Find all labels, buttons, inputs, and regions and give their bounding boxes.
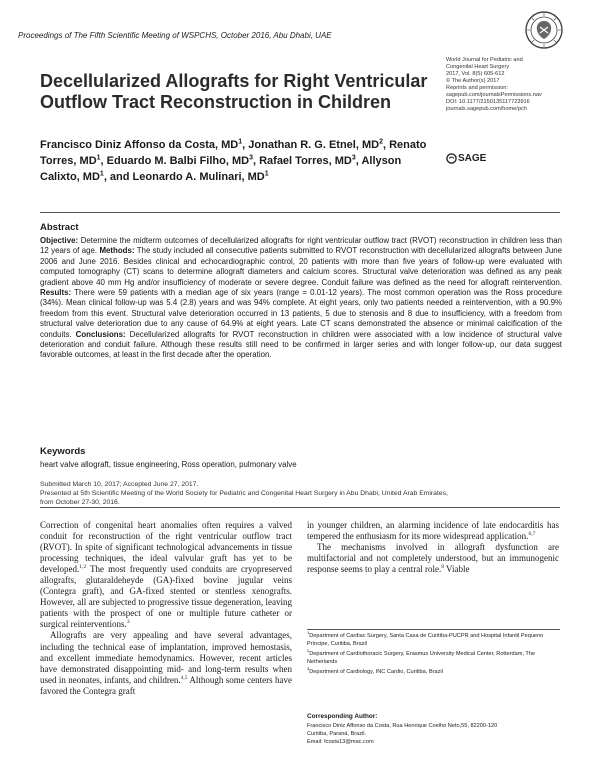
society-seal-icon	[524, 10, 564, 50]
affiliations	[307, 632, 562, 677]
author-name: Allyson Calixto, MD	[40, 155, 402, 183]
article-title: Decellularized Allografts for Right Ventricular Outflow Tract Reconstruction in Children	[40, 71, 428, 112]
author-separator: ,	[242, 139, 249, 151]
author-separator: ,	[382, 139, 390, 151]
body-text: Correction of congenital heart anomalies often requires a valved conduit for reconstruction of the right ventricular outflow tract (RVOT). In spite of significant technological advancements in tissue processing techniques, the ideal valvular graft has yet to be developed.	[40, 520, 292, 575]
abstract-heading: Abstract	[40, 222, 79, 233]
submission-dates	[40, 480, 560, 507]
affiliation-text: Department of Cardiac Surgery, Santa Casa de Curitiba-PUCPR and Hospital Infantil Pequeno Príncipe, Curitiba, Brazil	[307, 633, 544, 648]
author-name: Rafael Torres, MD	[259, 155, 352, 167]
author-affiliation: 2	[379, 138, 383, 146]
publisher-name: SAGE	[458, 152, 487, 164]
keywords-text: heart valve allograft, tissue engineering, Ross operation, pulmonary valve	[40, 460, 297, 469]
corresponding-email[interactable]: Email: fcosta13@mac.com	[307, 739, 374, 745]
author-affiliation: 1	[264, 170, 269, 178]
affiliation-item	[307, 665, 562, 676]
publisher-logo	[446, 152, 486, 164]
author-list	[40, 137, 440, 185]
author-separator: , and	[103, 171, 133, 183]
author-separator: ,	[100, 155, 107, 167]
author-name: Francisco Diniz Affonso da Costa, MD	[40, 139, 239, 151]
body-paragraph	[40, 630, 292, 696]
author-affiliation: 1	[99, 170, 104, 178]
corresponding-heading: Corresponding Author:	[307, 713, 378, 720]
methods-text: The study included all consecutive patients submitted to RVOT reconstruction with decellularized allografts between June 2006 and June 2016. Besides clinical and echocardiographic control, 20 patients with more than five years of follow-up were evaluated with computed tomography (CT) scans to determine allograft diameters and calcium scores. Structural valve deterioration was defined as any peak gradient above 40 mm Hg and/or insufficiency of moderate or severe degree. Conduit failure was defined as the need for allograft reintervention.	[40, 246, 562, 287]
results-label: Results:	[40, 288, 72, 298]
meta-line: Reprints and permission:	[446, 85, 508, 91]
author-separator: ,	[355, 155, 362, 167]
author-affiliation: 3	[351, 154, 356, 162]
body-text: Viable	[443, 564, 470, 575]
affiliation-item	[307, 647, 562, 667]
proceedings-header: Proceedings of The Fifth Scientific Meeting of WSPCHS, October 2016, Abu Dhabi, UAE	[18, 31, 332, 40]
author-name: Leonardo A. Mulinari, MD	[132, 171, 265, 183]
corresponding-line: Francisco Diniz Affonso da Costa, Rua Henrique Coelho Neto,55, 82200-120	[307, 723, 498, 729]
affiliation-text: Department of Cardiology, INC Cardio, Curitiba, Brazil	[309, 668, 443, 675]
author-affiliation: 3	[249, 154, 253, 162]
body-column-right	[307, 520, 559, 575]
affiliation-number: 2	[307, 647, 310, 653]
body-paragraph	[307, 520, 559, 542]
author-affiliation: 1	[96, 154, 101, 162]
citation[interactable]: 8	[441, 564, 444, 571]
body-text: in younger children, an alarming incidence of late endocarditis has tempered the enthusiasm for its more widespread application.	[307, 520, 559, 542]
citation[interactable]: 4,5	[180, 674, 188, 681]
dates-line: Submitted March 10, 2017; Accepted June 27, 2017.	[40, 481, 199, 488]
meta-line: © The Author(s) 2017	[446, 78, 500, 84]
citation[interactable]: 3	[126, 619, 130, 626]
affiliation-text: Department of Cardiothoracic Surgery, Erasmus University Medical Center, Rotterdam, The Netherlands	[307, 650, 536, 666]
meta-line: Congenital Heart Surgery	[446, 64, 510, 70]
affiliation-number: 1	[307, 630, 310, 636]
affiliation-number: 3	[307, 665, 310, 671]
dates-line: from October 27-30, 2016.	[40, 499, 120, 506]
body-text: Allografts are very appealing and have several advantages, including the technical ease of implantation, improved hemostasis, and excellent immediate hemodynamics. However, recent articles have demonstrated disappointing mid- and long-term results when used in neonates, infants, and children.	[40, 630, 292, 685]
divider	[40, 212, 560, 213]
citation[interactable]: 1,2	[79, 564, 87, 571]
meta-link[interactable]: sagepub.com/journalsPermissions.nav	[446, 92, 542, 98]
body-text: The most frequently used conduits are cryopreserved allografts, glutaraldeheyde (GA)-fixed bovine jugular veins (Contegra graft), and GA-fixed stented or stentless xenografts. However, all are subjected to progressive tissue degeneration, leaving patients with the prospect of one or multiple future catheter or surgical reinterventions.	[40, 564, 292, 630]
keywords-heading: Keywords	[40, 446, 86, 457]
objective-label: Objective:	[40, 236, 79, 245]
dates-line: Presented at 5th Scientific Meeting of the World Society for Pediatric and Congenital Heart Surgery in Abu Dhabi, United Arab Emirates,	[40, 490, 448, 497]
author-name: Eduardo M. Balbi Filho, MD	[106, 155, 250, 167]
body-paragraph	[40, 520, 292, 630]
author-separator: ,	[252, 155, 260, 167]
meta-line: World Journal for Pediatric and	[446, 57, 523, 63]
journal-link[interactable]: journals.sagepub.com/home/pch	[446, 106, 527, 112]
doi[interactable]: DOI: 10.1177/2150135117723916	[446, 99, 530, 105]
citation[interactable]: 6,7	[528, 531, 536, 538]
author-name: Renato Torres, MD	[40, 139, 427, 167]
results-text: There were 59 patients with a median age of six years (range = 0.01-12 years). The most common operation was the Ross procedure (34%). Mean clinical follow-up was 5.4 (2.8) years and was 94% complete. At eight years, only two patients needed a reintervention, with a 90.9% freedom from this event. Structural valve deterioration occurred in 13 patients, 5 due to stenosis and 8 due to insufficiency, with a freedom from structural valve deterioration due to any cause of 64.9% at eight years. Late CT scans demonstrated the absence or minimal calcification of the conduits.	[40, 288, 562, 339]
author-name: Jonathan R. G. Etnel, MD	[248, 139, 380, 151]
abstract-body	[40, 236, 562, 361]
body-paragraph	[307, 542, 559, 575]
author-affiliation: 1	[238, 138, 243, 146]
meta-line: 2017, Vol. 8(5) 605-612	[446, 71, 505, 77]
corresponding-author	[307, 722, 562, 746]
corresponding-line: Curitiba, Paraná, Brazil.	[307, 731, 367, 737]
body-text: The mechanisms involved in allograft dysfunction are multifactorial and not completely understood, but an immunogenic response seems to play a central role.	[307, 542, 559, 575]
objective-text: Determine the midterm outcomes of decellularized allografts for right ventricular outflow tract (RVOT) reconstruction in children less than 12 years of age.	[40, 236, 562, 256]
sage-logo-icon	[446, 153, 457, 164]
conclusions-label: Conclusions:	[75, 329, 126, 339]
footnote-divider	[307, 629, 560, 630]
conclusions-text: Decellularized allografts for RVOT reconstruction in children were associated with a low incidence of structural valve deterioration and conduit failure. Although these results still need to be confirmed in larger series and with longer follow-up, our data suggest favorable outcomes, at least in the first decade after the operation.	[40, 329, 563, 360]
body-text: Although some centers have favored the Contegra graft	[40, 674, 292, 696]
methods-label: Methods:	[99, 246, 135, 256]
journal-meta	[446, 57, 596, 113]
body-column-left	[40, 520, 292, 697]
affiliation-item	[307, 632, 562, 649]
divider	[40, 507, 560, 508]
